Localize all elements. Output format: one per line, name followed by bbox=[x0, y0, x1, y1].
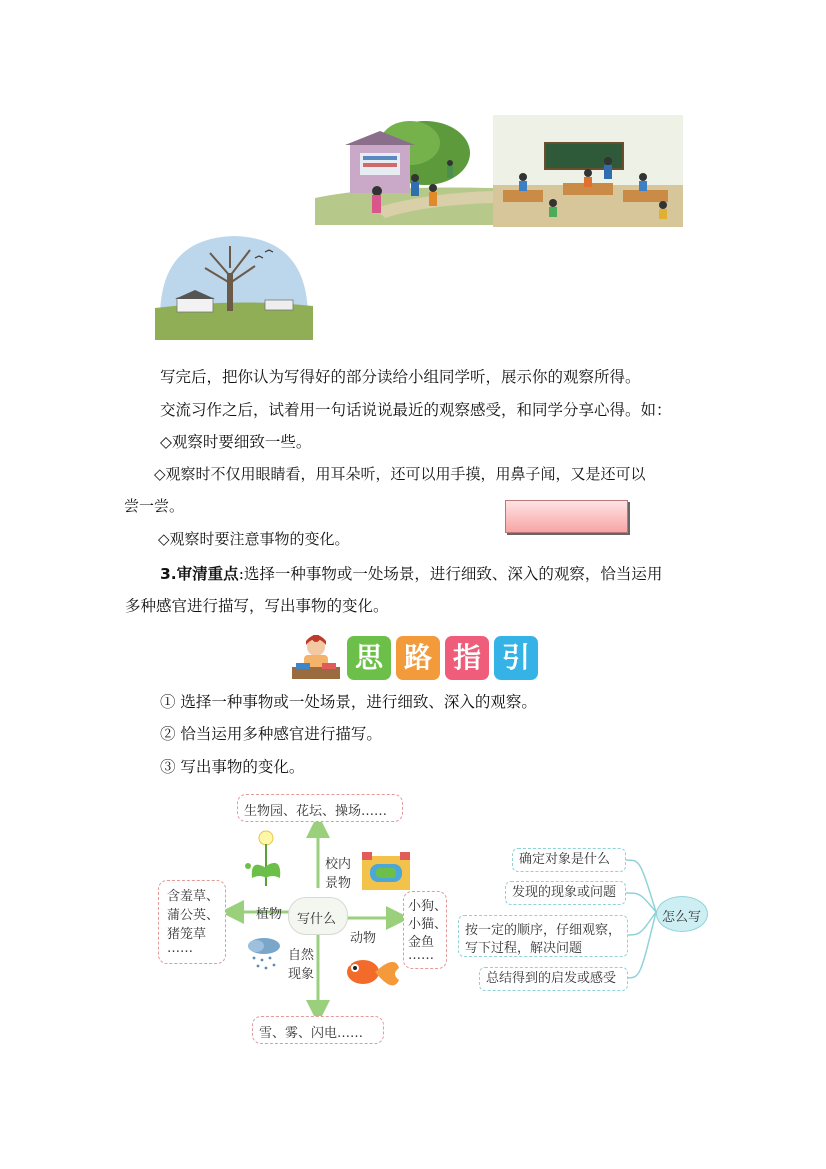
key-focus-text: :选择一种事物或一处场景，进行细致、深入的观察，恰当运用 bbox=[238, 565, 663, 583]
right-box-line-1: 小狗、 bbox=[408, 899, 448, 914]
rain-cloud-icon bbox=[244, 934, 284, 976]
campus-building-icon bbox=[360, 850, 412, 892]
mindmap-center-text: 写什么 bbox=[297, 912, 337, 927]
mindmap-top-text: 生物园、花坛、操场…… bbox=[244, 804, 388, 819]
how-item-3-box bbox=[458, 915, 628, 957]
key-focus-label: 3.审清重点 bbox=[160, 565, 239, 583]
right-box-line-3: 金鱼 bbox=[408, 935, 435, 950]
right-box-line-4: …… bbox=[408, 948, 434, 963]
paragraph-share-writing: 写完后，把你认为写得好的部分读给小组同学听，展示你的观察所得。 bbox=[160, 368, 641, 386]
how-to-write-bubble bbox=[656, 896, 708, 932]
paragraph-observe-senses: ◇观察时不仅用眼睛看，用耳朵听，还可以用手摸，用鼻子闻，又是还可以 bbox=[154, 465, 646, 483]
left-box-line-3: 猪笼草 bbox=[167, 927, 207, 942]
left-box-line-4: …… bbox=[167, 941, 193, 956]
point-2: ② 恰当运用多种感官进行描写。 bbox=[160, 725, 382, 743]
paragraph-observe-carefully: ◇观察时要细致一些。 bbox=[160, 433, 312, 451]
left-box-line-1: 含羞草、 bbox=[167, 889, 220, 904]
right-box-line-2: 小猫、 bbox=[408, 917, 448, 932]
label-campus-1: 校内 bbox=[325, 857, 352, 872]
label-nature-1: 自然 bbox=[288, 948, 315, 963]
paragraph-exchange-feelings: 交流习作之后，试着用一句话说说最近的观察感受，和同学分享心得。如： bbox=[160, 401, 672, 419]
mindmap-bottom-box bbox=[252, 1016, 384, 1044]
point-3: ③ 写出事物的变化。 bbox=[160, 758, 305, 776]
guide-tile-3: 指 bbox=[445, 636, 489, 680]
how-item-4: 总结得到的启发或感受 bbox=[479, 967, 628, 991]
paragraph-observe-changes: ◇观察时要注意事物的变化。 bbox=[158, 530, 350, 548]
mindmap-top-box bbox=[237, 794, 403, 822]
mindmap-center bbox=[288, 897, 348, 935]
paragraph-observe-senses-cont: 尝一尝。 bbox=[124, 497, 185, 515]
how-to-write-text: 怎么写 bbox=[662, 910, 702, 925]
guide-tile-1: 思 bbox=[347, 636, 391, 680]
how-item-3-line-2: 写下过程，解决问题 bbox=[465, 941, 583, 956]
label-nature-2: 现象 bbox=[288, 967, 315, 982]
label-animals: 动物 bbox=[350, 931, 377, 946]
guide-tile-4: 引 bbox=[494, 636, 538, 680]
goldfish-icon bbox=[343, 950, 401, 996]
left-box-line-2: 蒲公英、 bbox=[167, 908, 220, 923]
dandelion-icon bbox=[240, 828, 290, 892]
how-item-3-line-1: 按一定的顺序，仔细观察， bbox=[465, 923, 622, 938]
guide-tile-2: 路 bbox=[396, 636, 440, 680]
mindmap-right-box bbox=[403, 891, 447, 969]
how-item-1: 确定对象是什么 bbox=[512, 848, 626, 872]
paragraph-key-focus-cont: 多种感官进行描写，写出事物的变化。 bbox=[125, 597, 389, 615]
point-1: ① 选择一种事物或一处场景，进行细致、深入的观察。 bbox=[160, 693, 537, 711]
mindmap-left-box bbox=[158, 880, 226, 964]
label-plants: 植物 bbox=[256, 907, 283, 922]
mindmap-bottom-text: 雪、雾、闪电…… bbox=[259, 1026, 364, 1041]
label-campus-2: 景物 bbox=[325, 876, 352, 891]
how-item-2: 发现的现象或问题 bbox=[505, 881, 626, 905]
